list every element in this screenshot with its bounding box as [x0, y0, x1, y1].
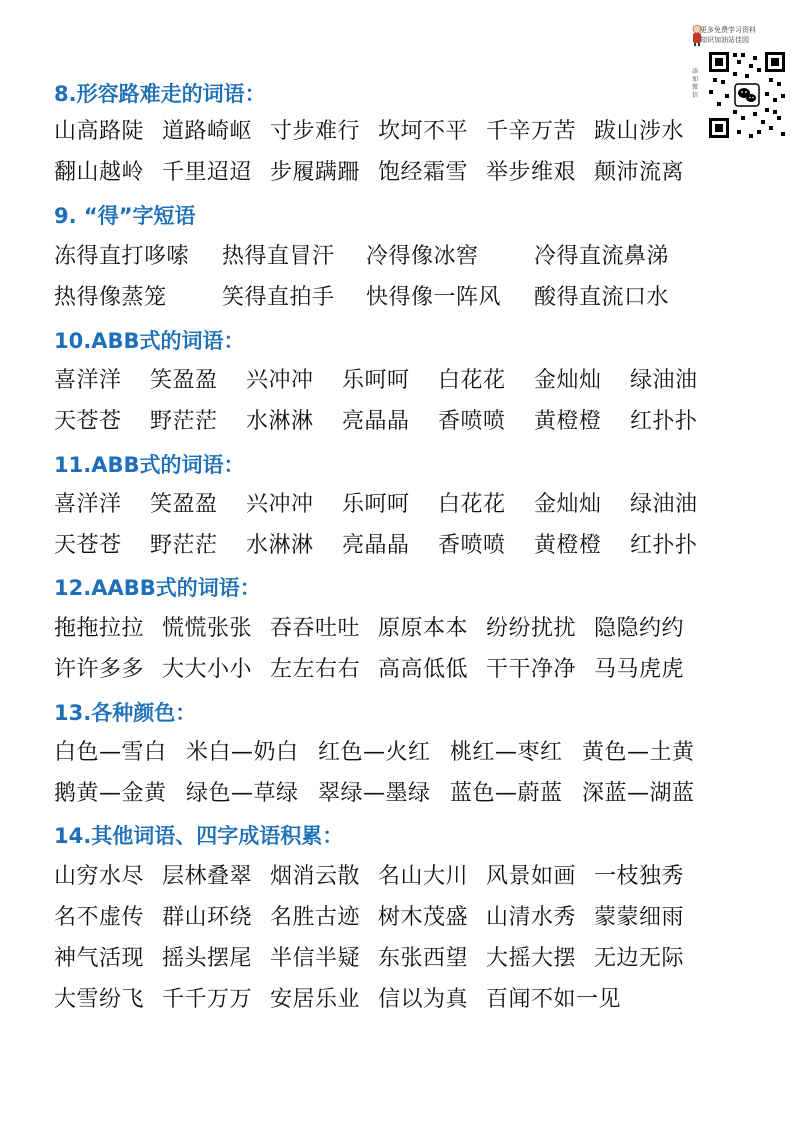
word-item: 蓝色—蔚蓝: [450, 781, 563, 806]
word-item: 纷纷扰扰: [486, 616, 577, 641]
word-item: 米白—奶白: [186, 740, 299, 765]
word-item: 蒙蒙细雨: [594, 905, 685, 930]
word-item: 酸得直流口水: [534, 285, 670, 310]
word-item: 野茫茫: [150, 409, 218, 434]
word-item: 烟消云散: [270, 864, 361, 889]
word-item: 无边无际: [594, 946, 685, 971]
word-item: 步履蹒跚: [270, 160, 361, 185]
word-item: 吞吞吐吐: [270, 616, 361, 641]
section-heading-10: 10.ABB式的词语：: [54, 329, 245, 353]
word-item: 红扑扑: [630, 409, 698, 434]
word-item: 喜洋洋: [54, 368, 122, 393]
word-item: 寸步难行: [270, 119, 361, 144]
word-item: 树木茂盛: [378, 905, 469, 930]
word-item: 摇头摆尾: [162, 946, 253, 971]
word-item: 原原本本: [378, 616, 469, 641]
word-item: 坎坷不平: [378, 119, 469, 144]
word-item: 千辛万苦: [486, 119, 577, 144]
word-item: 名山大川: [378, 864, 469, 889]
word-item: 东张西望: [378, 946, 469, 971]
word-item: 亮晶晶: [342, 533, 410, 558]
word-item: 桃红—枣红: [450, 740, 563, 765]
section-heading-8: 8.形容路难走的词语：: [54, 82, 266, 106]
word-item: 亮晶晶: [342, 409, 410, 434]
section-heading-13: 13.各种颜色：: [54, 701, 197, 725]
word-item: 乐呵呵: [342, 492, 410, 517]
word-item: 乐呵呵: [342, 368, 410, 393]
word-item: 名胜古迹: [270, 905, 361, 930]
promo-block: [690, 24, 790, 146]
word-item: 绿油油: [630, 368, 698, 393]
word-item: 黄橙橙: [534, 409, 602, 434]
word-item: 大摇大摆: [486, 946, 577, 971]
word-item: 黄橙橙: [534, 533, 602, 558]
word-item: 信以为真: [378, 987, 469, 1012]
word-item: 山清水秀: [486, 905, 577, 930]
section-heading-11: 11.ABB式的词语：: [54, 453, 245, 477]
word-item: 翠绿—墨绿: [318, 781, 431, 806]
word-item: 安居乐业: [270, 987, 361, 1012]
word-item: 饱经霜雪: [378, 160, 469, 185]
word-item: 喜洋洋: [54, 492, 122, 517]
word-item: 兴冲冲: [246, 492, 314, 517]
word-item: 举步维艰: [486, 160, 577, 185]
word-item: 群山环绕: [162, 905, 253, 930]
word-item: 笑得直拍手: [222, 285, 335, 310]
word-item: 山高路陡: [54, 119, 145, 144]
word-item: 颠沛流离: [594, 160, 685, 185]
word-item: 水淋淋: [246, 409, 314, 434]
word-item: 冷得直流鼻涕: [534, 244, 670, 269]
word-item: 红色—火红: [318, 740, 431, 765]
word-item: 天苍苍: [54, 533, 122, 558]
word-item: 深蓝—湖蓝: [582, 781, 695, 806]
word-item: 大大小小: [162, 657, 253, 682]
word-item: 风景如画: [486, 864, 577, 889]
word-item: 兴冲冲: [246, 368, 314, 393]
word-item: 千里迢迢: [162, 160, 253, 185]
word-item: 热得像蒸笼: [54, 285, 167, 310]
word-item: 香喷喷: [438, 409, 506, 434]
word-item: 隐隐约约: [594, 616, 685, 641]
word-item: 鹅黄—金黄: [54, 781, 167, 806]
promo-side-text: 添加微信: [692, 68, 699, 99]
word-item: 野茫茫: [150, 533, 218, 558]
word-item: 绿色—草绿: [186, 781, 299, 806]
promo-line-1: 更多免费学习资料: [700, 26, 756, 34]
word-item: 笑盈盈: [150, 492, 218, 517]
word-item: 千千万万: [162, 987, 253, 1012]
word-item: 神气活现: [54, 946, 145, 971]
word-item: 名不虚传: [54, 905, 145, 930]
section-heading-14: 14.其他词语、四字成语积累：: [54, 824, 344, 848]
word-item: 拖拖拉拉: [54, 616, 145, 641]
word-item: 金灿灿: [534, 368, 602, 393]
word-item: 百闻不如一见: [486, 987, 622, 1012]
word-item: 绿油油: [630, 492, 698, 517]
word-item: 翻山越岭: [54, 160, 145, 185]
word-item: 香喷喷: [438, 533, 506, 558]
word-item: 黄色—土黄: [582, 740, 695, 765]
word-item: 红扑扑: [630, 533, 698, 558]
section-heading-9: 9. “得”字短语: [54, 204, 196, 228]
word-item: 冻得直打哆嗦: [54, 244, 190, 269]
word-item: 马马虎虎: [594, 657, 685, 682]
word-item: 白色—雪白: [54, 740, 167, 765]
word-item: 笑盈盈: [150, 368, 218, 393]
word-item: 冷得像冰窖: [366, 244, 479, 269]
word-item: 半信半疑: [270, 946, 361, 971]
word-item: 层林叠翠: [162, 864, 253, 889]
word-item: 金灿灿: [534, 492, 602, 517]
word-item: 热得直冒汗: [222, 244, 335, 269]
word-item: 道路崎岖: [162, 119, 253, 144]
word-item: 一枝独秀: [594, 864, 685, 889]
word-item: 干干净净: [486, 657, 577, 682]
qr-code-icon[interactable]: [707, 50, 787, 140]
word-item: 快得像一阵风: [366, 285, 502, 310]
section-heading-12: 12.AABB式的词语：: [54, 576, 261, 600]
word-item: 大雪纷飞: [54, 987, 145, 1012]
word-item: 山穷水尽: [54, 864, 145, 889]
word-item: 白花花: [438, 368, 506, 393]
word-item: 高高低低: [378, 657, 469, 682]
word-item: 水淋淋: [246, 533, 314, 558]
word-item: 左左右右: [270, 657, 361, 682]
word-item: 跋山涉水: [594, 119, 685, 144]
word-item: 天苍苍: [54, 409, 122, 434]
word-item: 许许多多: [54, 657, 145, 682]
promo-line-2: 知识加油站佳园: [700, 36, 749, 44]
word-item: 慌慌张张: [162, 616, 253, 641]
word-item: 白花花: [438, 492, 506, 517]
